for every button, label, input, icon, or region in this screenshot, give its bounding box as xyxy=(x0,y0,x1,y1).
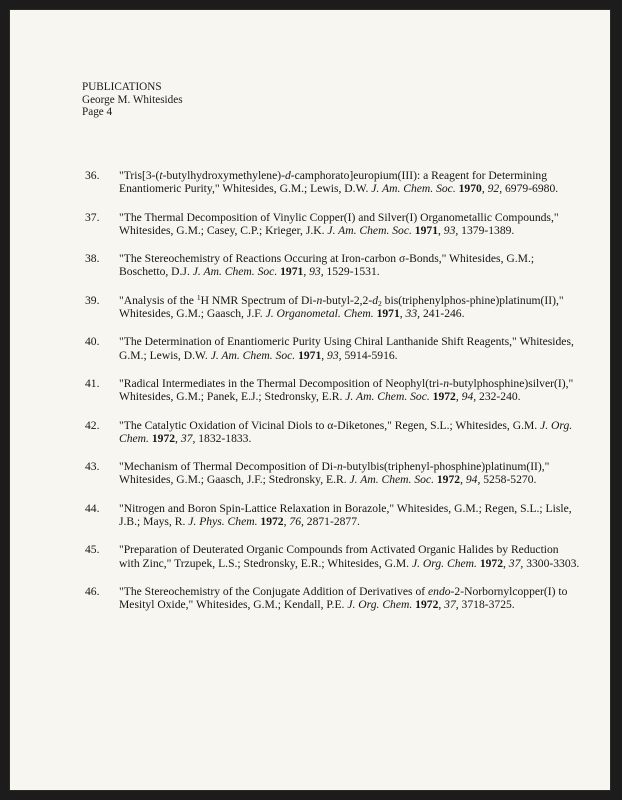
reference-text-run: 241-246. xyxy=(420,306,465,320)
reference-text-run: 92, xyxy=(487,182,503,196)
reference-number: 41. xyxy=(85,376,100,390)
reference-text-run: J. Am. Chem. Soc. xyxy=(327,223,412,237)
reference-text-run: 232-240. xyxy=(476,390,521,404)
reference-item xyxy=(82,294,582,320)
reference-text-run: 5258-5270. xyxy=(480,473,537,487)
reference-number: 38. xyxy=(85,252,100,266)
reference-text xyxy=(119,460,582,486)
reference-item xyxy=(82,419,582,445)
reference-text-run: 37, xyxy=(444,598,459,612)
reference-text-run: 1971 xyxy=(298,348,322,362)
reference-text-run: -butylhydroxymethylene)- xyxy=(162,169,285,182)
reference-text-run: 93, xyxy=(443,223,459,237)
reference-text xyxy=(119,543,582,569)
reference-text-run: 1971 xyxy=(414,223,438,237)
reference-text xyxy=(119,335,582,361)
reference-text-run: "Nitrogen and Boron Spin-Lattice Relaxation in Borazole," Whitesides, G.M.; Regen, S.L.; Lisle, J.B.; Mays, R. xyxy=(119,501,572,528)
reference-text-run: 1970 xyxy=(458,182,482,196)
reference-number: 37. xyxy=(85,210,100,224)
reference-text-run: 37, xyxy=(180,431,196,445)
reference-item xyxy=(82,252,582,278)
reference-text-run: 1972 xyxy=(479,556,503,570)
reference-text-run: "The Thermal Decomposition of Vinylic Copper(I) and Silver(I) Organometallic Compounds," Whitesides, G.M.; Casey, C.P.; Krieger, J.K. xyxy=(119,210,559,237)
reference-text-run: 1971 xyxy=(376,306,400,320)
reference-text-run: 33, xyxy=(405,306,421,320)
page-header xyxy=(82,81,183,119)
reference-text xyxy=(119,252,582,278)
reference-text-run: , xyxy=(303,265,310,279)
reference-text-run: "Tris[3-( xyxy=(119,169,160,182)
reference-text-run: 5914-5916. xyxy=(341,348,398,362)
reference-text-run: 3300-3303. xyxy=(523,556,580,570)
reference-text-run: 94, xyxy=(465,473,481,487)
reference-text-run: J. Am. Chem. Soc. xyxy=(371,182,456,196)
reference-text-run: , xyxy=(175,431,181,445)
reference-text xyxy=(119,377,582,403)
reference-text-run: n xyxy=(337,460,343,474)
reference-item xyxy=(82,502,582,528)
reference-text-run: "The Stereochemistry of the Conjugate Addition of Derivatives of xyxy=(119,584,428,598)
reference-text-run: n xyxy=(443,376,450,390)
header-page-number: Page 4 xyxy=(82,106,113,118)
reference-text-run: 1379-1389. xyxy=(458,223,515,237)
reference-text-run: -camphorato]europium(III): a Reagent for Determining Enantiomeric Purity," Whitesides, G.M.; Lewis, D.W. xyxy=(119,169,548,196)
reference-text-run: "Mechanism of Thermal Decomposition of Di- xyxy=(119,460,337,474)
reference-text xyxy=(119,585,582,611)
reference-text-run: "The Stereochemistry of Reactions Occuring at Iron-carbon σ-Bonds," Whitesides, G.M.; Boschetto, D.J. xyxy=(119,252,535,279)
header-title: PUBLICATIONS xyxy=(82,81,162,93)
reference-item xyxy=(82,543,582,569)
reference-text-run: 1972 xyxy=(436,473,461,487)
reference-text-run: J. Am. Chem. Soc. xyxy=(345,390,430,404)
reference-text-run: 94, xyxy=(461,390,477,404)
reference-text-run: "Radical Intermediates in the Thermal Decomposition of Neophyl(tri- xyxy=(119,376,444,390)
reference-text-run: "The Determination of Enantiomeric Purity Using Chiral Lanthanide Shift Reagents," Whitesides, G.M.; Lewis, D.W. xyxy=(119,335,574,362)
reference-text-run: , xyxy=(283,514,290,528)
reference-text-run: "Preparation of Deuterated Organic Compounds from Activated Organic Halides by Reduction with Zinc," Trzupek, L.S.; Stedronsky, E.R.; Whitesides, G.M. xyxy=(119,543,559,570)
reference-text-run: d xyxy=(372,293,379,307)
reference-text-run: J. Org. Chem. xyxy=(347,598,413,612)
reference-text-run: bis(triphenylphos-phine)platinum(II)," Whitesides, G.M.; Gaasch, J.F. xyxy=(119,293,564,320)
reference-text-run: J. Am. Chem. Soc. xyxy=(349,473,434,487)
reference-number: 44. xyxy=(85,501,100,515)
reference-text-run: 3718-3725. xyxy=(458,598,515,612)
reference-text-run: 93, xyxy=(309,265,324,279)
reference-number: 36. xyxy=(85,169,100,182)
reference-text-run: 1971 xyxy=(280,265,304,279)
reference-text-run: -butyl-2,2- xyxy=(322,293,373,307)
reference-text-run: -2-Norbornylcopper(I) to Mesityl Oxide," Whitesides, G.M.; Kendall, P.E. xyxy=(119,584,568,612)
reference-item xyxy=(82,335,582,361)
reference-text-run: , xyxy=(460,473,466,487)
reference-text xyxy=(119,502,582,528)
reference-text-run: n xyxy=(316,293,323,307)
reference-text xyxy=(119,294,582,320)
reference-text-run: t xyxy=(159,169,163,182)
reference-text-run: , xyxy=(481,182,488,196)
reference-text-run: H NMR Spectrum of Di- xyxy=(200,293,317,307)
reference-text-run: , xyxy=(438,598,445,612)
reference-number: 43. xyxy=(85,460,100,474)
reference-text-run: , xyxy=(503,556,509,570)
reference-text-run: d xyxy=(284,169,291,182)
reference-text-run: endo xyxy=(428,584,451,598)
reference-item xyxy=(82,211,582,237)
reference-text-run: -butylphosphine)silver(I)," Whitesides, G.M.; Panek, E.J.; Stedronsky, E.R. xyxy=(119,376,574,404)
reference-text-run: , xyxy=(321,348,328,362)
reference-text-run: J. Am. Chem. Soc. xyxy=(192,265,278,279)
reference-text-run: , xyxy=(437,223,444,237)
reference-text-run: 2871-2877. xyxy=(303,514,360,528)
reference-text-run: 2 xyxy=(378,298,382,308)
reference-item xyxy=(82,169,582,195)
document-page xyxy=(10,10,610,790)
reference-item xyxy=(82,377,582,403)
reference-text-run: , xyxy=(455,390,462,404)
reference-text-run: J. Phys. Chem. xyxy=(188,514,258,528)
reference-text-run: "The Catalytic Oxidation of Vicinal Diols to α-Diketones," Regen, S.L.; Whitesides, G.M. xyxy=(119,418,541,432)
reference-number: 40. xyxy=(85,335,100,349)
header-author: George M. Whitesides xyxy=(82,93,183,106)
reference-item xyxy=(82,460,582,486)
reference-text-run: J. Org. Chem. xyxy=(411,556,477,570)
reference-text-run: J. Am. Chem. Soc. xyxy=(210,348,296,362)
reference-list xyxy=(82,169,582,627)
reference-number: 46. xyxy=(85,584,100,598)
reference-text-run: , xyxy=(399,306,406,320)
reference-text-run: 6979-6980. xyxy=(502,182,559,196)
reference-text-run: J. Organometal. Chem. xyxy=(265,306,374,320)
reference-text-run: 1529-1531. xyxy=(323,265,380,279)
reference-text xyxy=(119,169,582,195)
reference-text-run: J. Org. Chem. xyxy=(119,418,573,445)
reference-text-run: 1 xyxy=(196,292,201,302)
reference-text-run: 93, xyxy=(327,348,342,362)
reference-text-run: 1972 xyxy=(151,431,176,445)
reference-text-run: 37, xyxy=(508,556,524,570)
reference-text-run: 1832-1833. xyxy=(195,431,252,445)
reference-number: 42. xyxy=(85,418,100,432)
reference-text-run: 76, xyxy=(289,514,304,528)
reference-text-run: 1972 xyxy=(415,598,439,612)
reference-text-run: "Analysis of the xyxy=(119,293,197,307)
reference-text-run: -butylbis(triphenyl-phosphine)platinum(II)," Whitesides, G.M.; Gaasch, J.F.; Stedronsky, E.R. xyxy=(119,460,550,487)
reference-text xyxy=(119,419,582,445)
reference-number: 39. xyxy=(85,293,100,307)
reference-text xyxy=(119,211,582,237)
reference-text-run: 1972 xyxy=(260,514,284,528)
reference-item xyxy=(82,585,582,611)
reference-text-run: 1972 xyxy=(432,390,456,404)
reference-number: 45. xyxy=(85,543,100,557)
